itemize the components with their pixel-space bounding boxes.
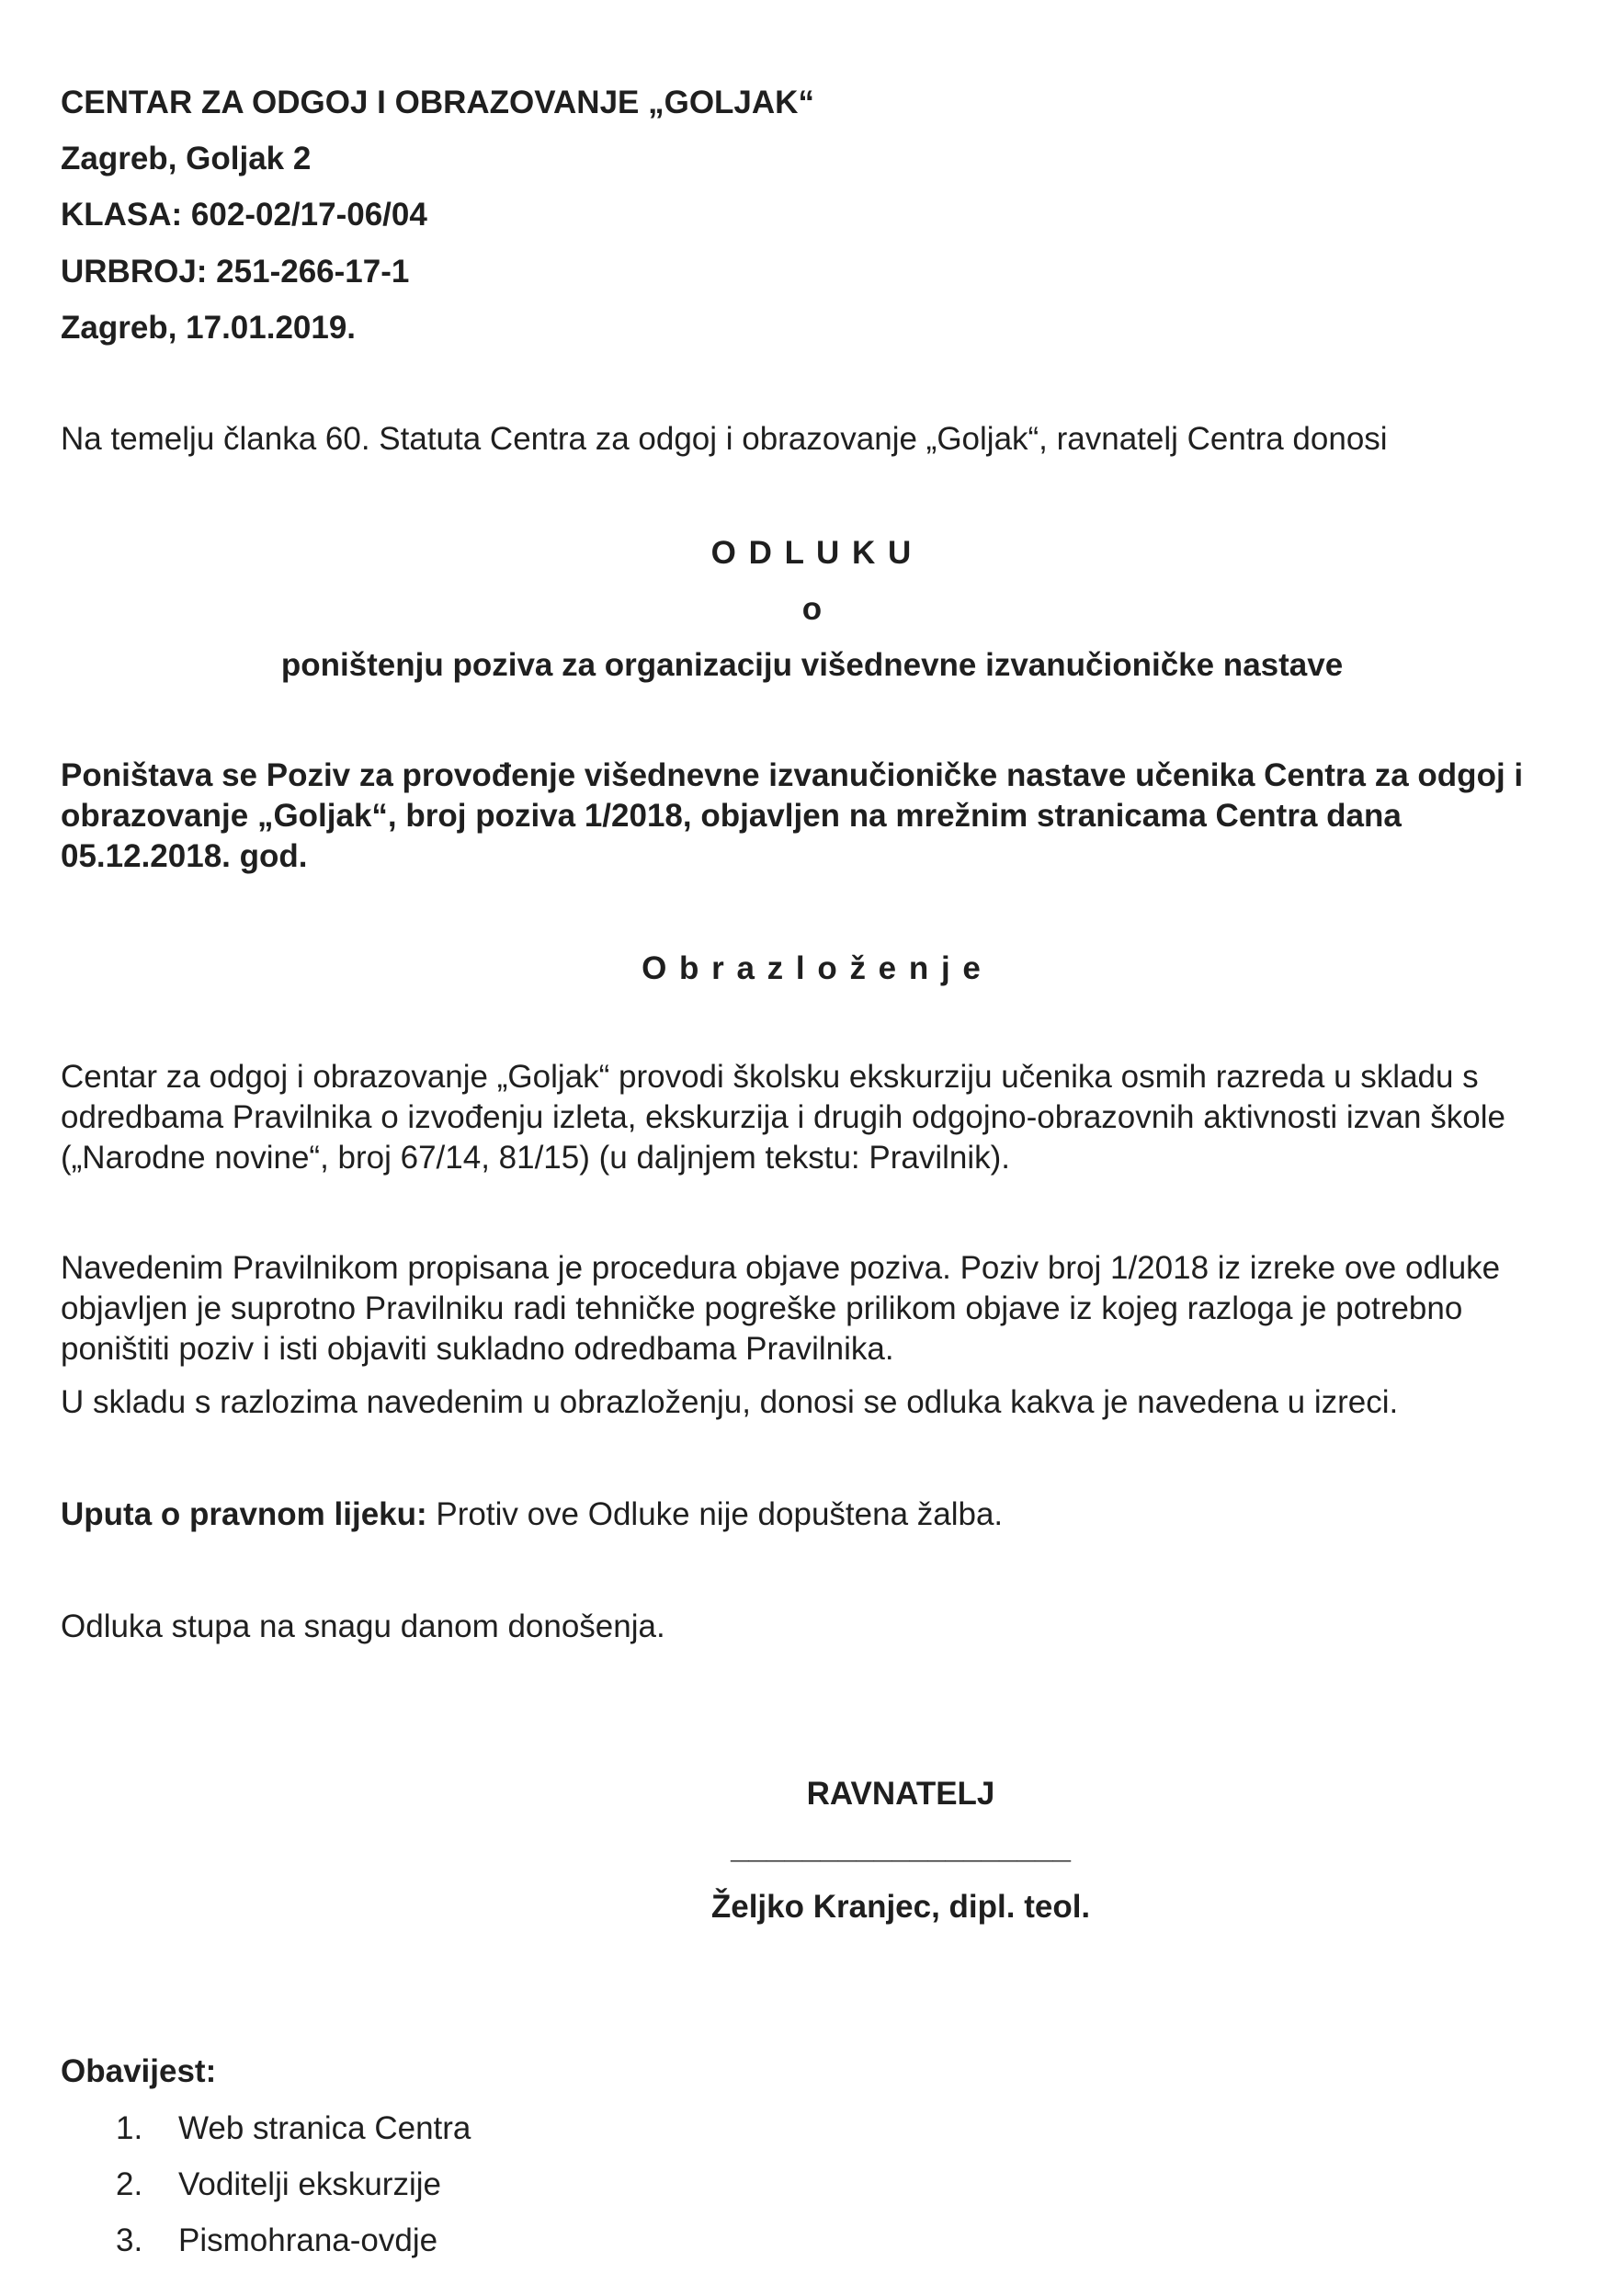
- legal-remedy-label: Uputa o pravnom lijeku:: [61, 1496, 427, 1532]
- signature-role: RAVNATELJ: [806, 1776, 995, 1812]
- effective-statement: Odluka stupa na snagu danom donošenja.: [61, 1608, 665, 1644]
- notice-item: Voditelji ekskurzije: [178, 2166, 441, 2202]
- notice-item-number: 3.: [116, 2222, 143, 2258]
- reasoning-heading: O b r a z l o ž e n j e: [642, 950, 982, 986]
- signature-line: ___________________: [731, 1829, 1071, 1865]
- reasoning-paragraph-3: U skladu s razlozima navedenim u obrazloženju, donosi se odluka kakva je navedena u izreci.: [61, 1384, 1399, 1420]
- notice-item-number: 2.: [116, 2166, 143, 2202]
- decision-subject: poništenju poziva za organizaciju višednevne izvanučioničke nastave: [280, 647, 1344, 683]
- legal-remedy: [61, 1495, 1568, 1535]
- reasoning-paragraph-2: Navedenim Pravilnikom propisana je procedura objave poziva. Poziv broj 1/2018 iz izreke ove odluke objavljen je suprotno Pravilniku radi tehničke pogreške prilikom objave iz kojeg razloga je potrebno poništiti poziv i isti objaviti sukladno odredbama Pravilnika.: [61, 1250, 1501, 1367]
- intro-paragraph: Na temelju članka 60. Statuta Centra za odgoj i obrazovanje „Goljak“, ravnatelj Centra donosi: [61, 421, 1388, 457]
- urbroj-number: URBROJ: 251-266-17-1: [61, 254, 410, 290]
- decision-statement: Poništava se Poziv za provođenje višednevne izvanučioničke nastave učenika Centra za odgoj i obrazovanje „Goljak“, broj poziva 1/2018, objavljen na mrežnim stranicama Centra dana 05.12.2018. god.: [61, 757, 1524, 874]
- document-date: Zagreb, 17.01.2019.: [61, 310, 357, 346]
- institution-address: Zagreb, Goljak 2: [61, 141, 312, 176]
- notice-item: Pismohrana-ovdje: [178, 2222, 438, 2258]
- decision-title: O D L U K U: [710, 535, 914, 571]
- decision-title-o: o: [801, 591, 823, 627]
- notice-item: Web stranica Centra: [178, 2110, 471, 2146]
- notice-label: Obavijest:: [61, 2053, 217, 2089]
- klasa-number: KLASA: 602-02/17-06/04: [61, 197, 427, 233]
- signature-name: Željko Kranjec, dipl. teol.: [710, 1889, 1091, 1925]
- institution-name: CENTAR ZA ODGOJ I OBRAZOVANJE „GOLJAK“: [61, 85, 814, 120]
- legal-remedy-text: Protiv ove Odluke nije dopuštena žalba.: [426, 1496, 1004, 1532]
- reasoning-paragraph-1: Centar za odgoj i obrazovanje „Goljak“ provodi školsku ekskurziju učenika osmih razreda u skladu s odredbama Pravilnika o izvođenju izleta, ekskurzija i drugih odgojno-obrazovnih aktivnosti izvan škole („Narodne novine“, broj 67/14, 81/15) (u daljnjem tekstu: Pravilnik).: [61, 1059, 1505, 1176]
- notice-item-number: 1.: [116, 2110, 143, 2146]
